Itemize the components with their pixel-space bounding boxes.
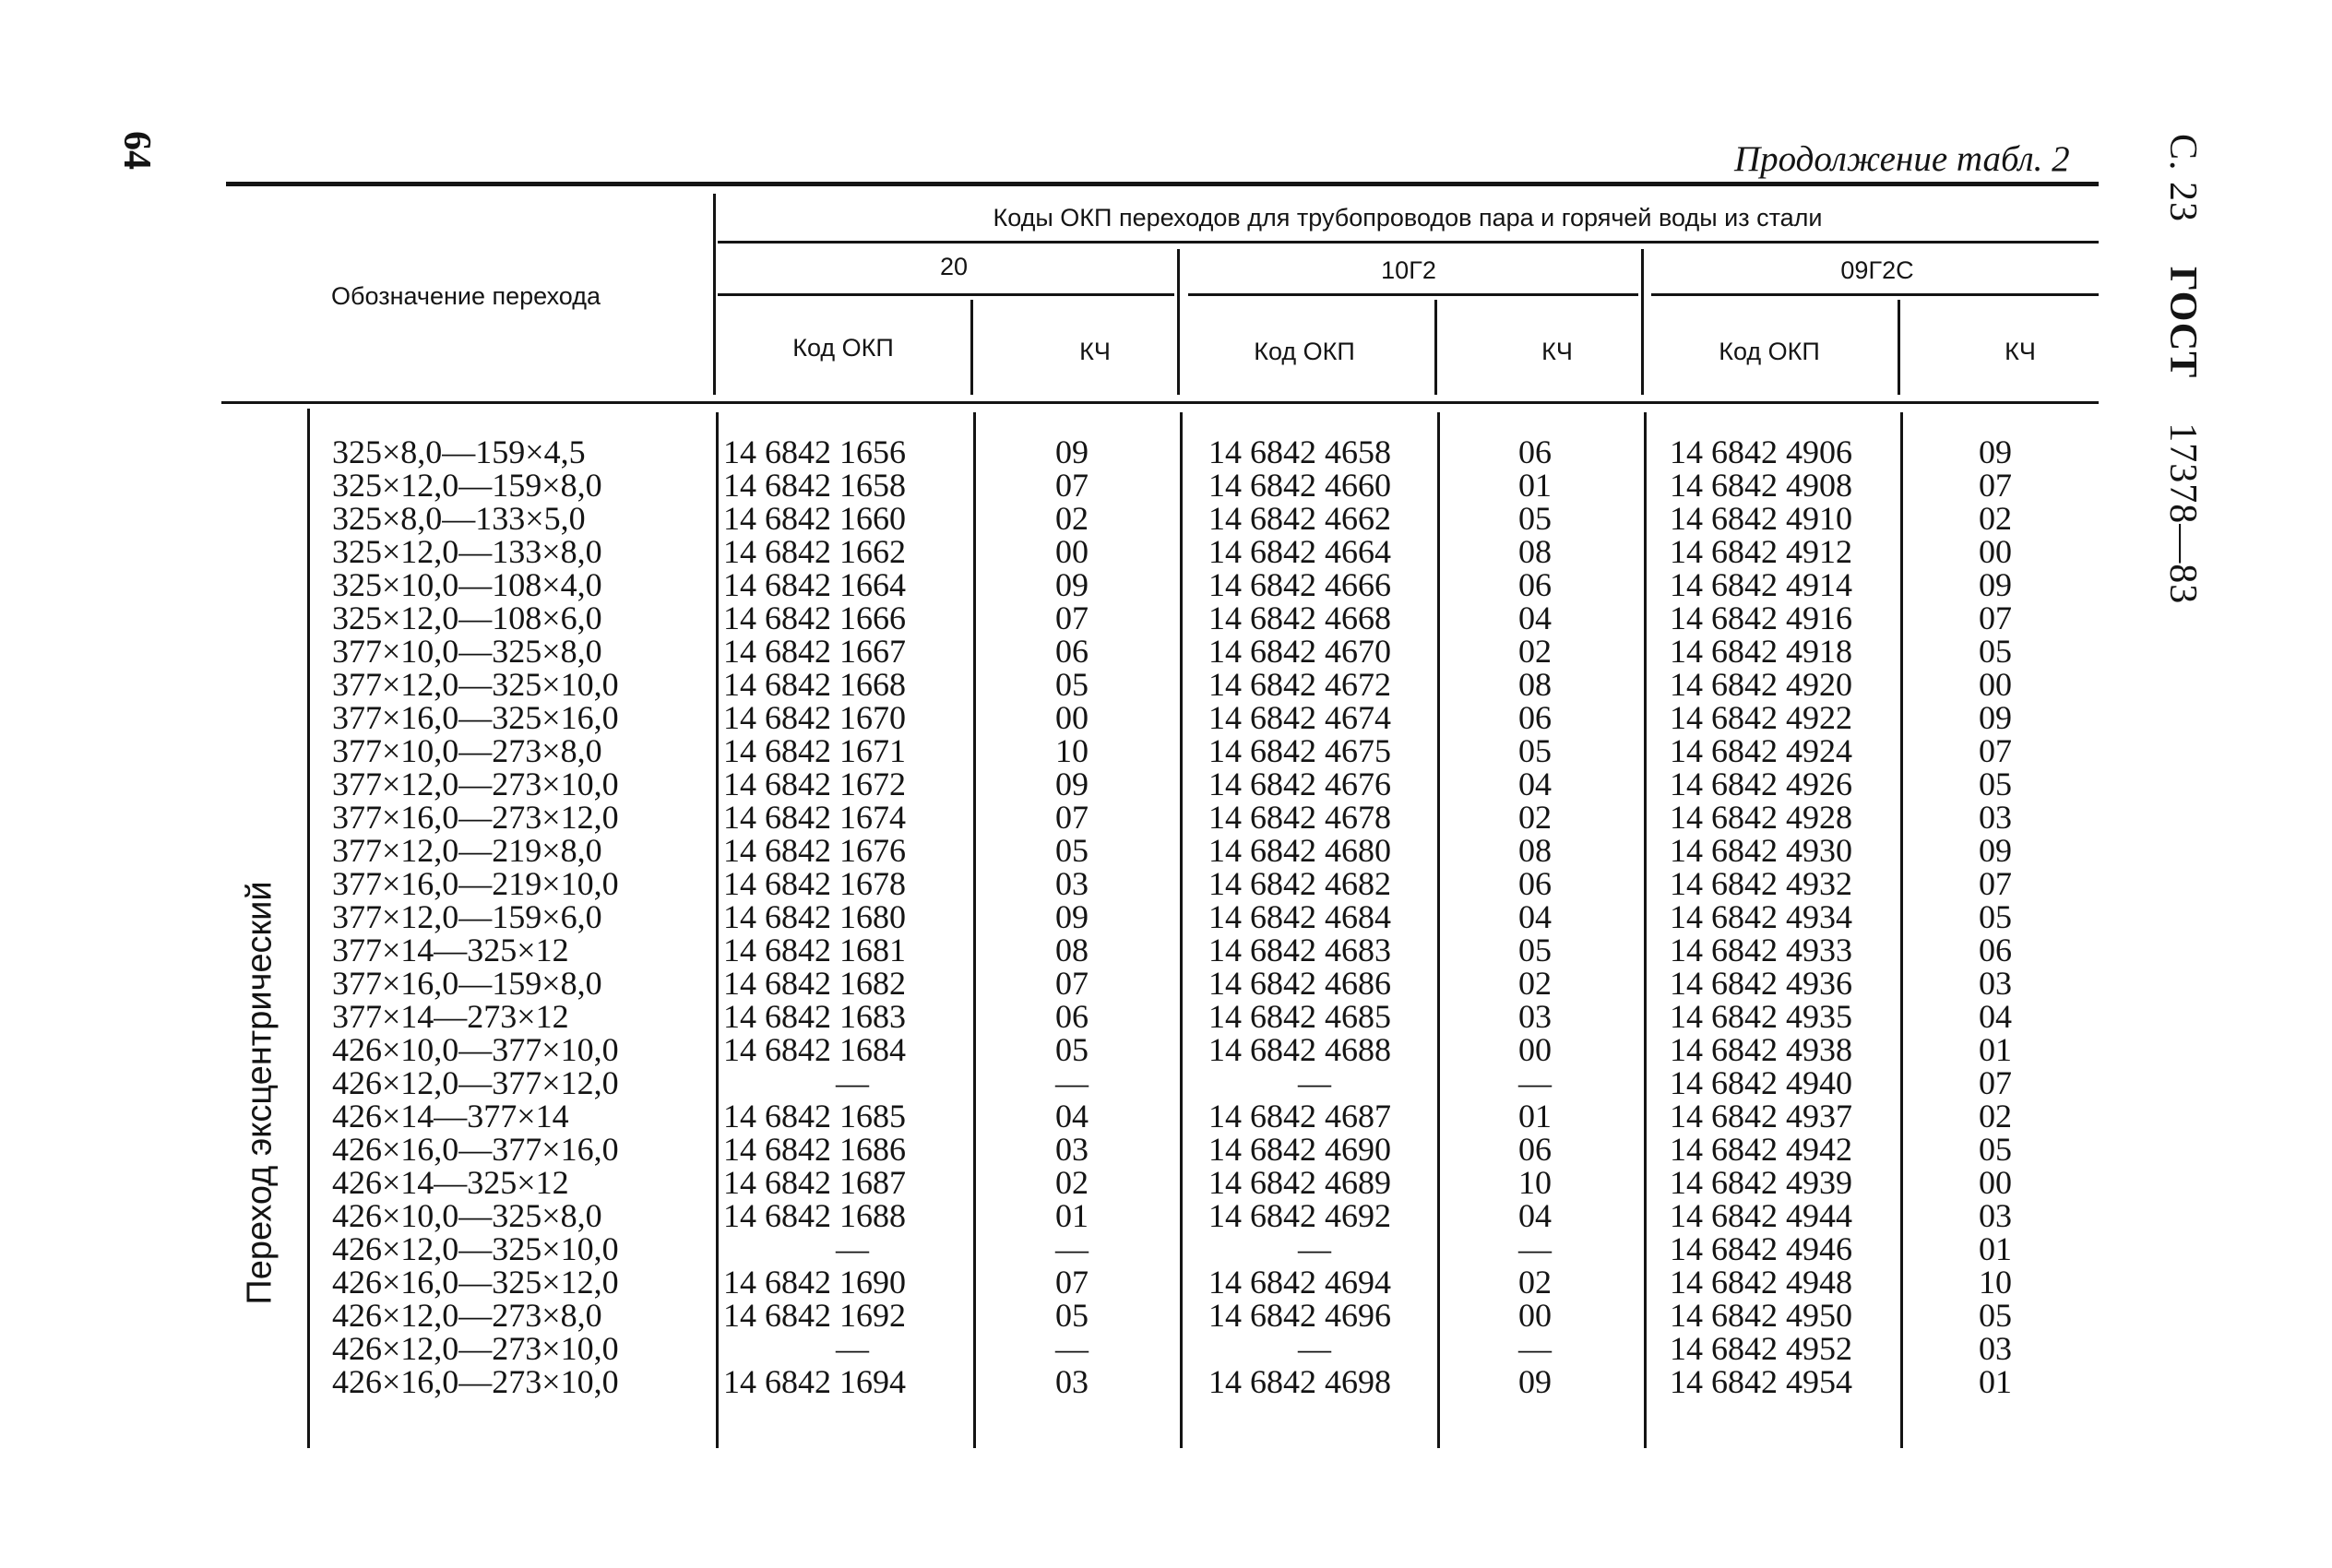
code-09g2s-cell: 14 6842 4924 — [1670, 732, 1852, 769]
code-09g2s-cell: 14 6842 4922 — [1670, 699, 1852, 736]
code-10g2-cell: 14 6842 4696 — [1208, 1297, 1391, 1334]
steel-header-rule-1 — [718, 293, 1174, 296]
steel-header-rule-3 — [1651, 293, 2099, 296]
designation-cell: 377×12,0—273×10,0 — [332, 766, 619, 802]
code-20-cell: 14 6842 1687 — [723, 1164, 906, 1201]
table-row: 377×16,0—219×10,0 14 6842 1678 03 14 6842 4682 06 14 6842 4932 07 — [332, 865, 2012, 902]
group-header: Коды ОКП переходов для трубопроводов пара и горячей воды из стали — [993, 204, 1823, 232]
table-row: 426×16,0—377×16,0 14 6842 1686 03 14 6842 4690 06 14 6842 4942 05 — [332, 1131, 2012, 1168]
code-20-cell: 14 6842 1674 — [723, 799, 906, 836]
table-row: 325×8,0—133×5,0 14 6842 1660 02 14 6842 4662 05 14 6842 4910 02 — [332, 500, 2012, 537]
side-number: 17378—83 — [2161, 422, 2204, 605]
vrule-09g2s-kch-head — [1898, 300, 1900, 395]
vrule-10g2-head — [1177, 249, 1180, 395]
table-row: 377×12,0—325×10,0 14 6842 1668 05 14 6842 4672 08 14 6842 4920 00 — [332, 666, 2012, 703]
code-10g2-cell: 14 6842 4675 — [1208, 732, 1391, 769]
table-row: 377×14—325×12 14 6842 1681 08 14 6842 4683 05 14 6842 4933 06 — [332, 932, 2012, 968]
group-header-rule — [718, 241, 2099, 244]
table-row: 426×10,0—325×8,0 14 6842 1688 01 14 6842 4692 04 14 6842 4944 03 — [332, 1197, 2012, 1234]
code-09g2s-cell: 14 6842 4926 — [1670, 766, 1852, 802]
steel-09g2s-header: 09Г2С — [1840, 256, 1914, 284]
code-20-cell: 14 6842 1688 — [723, 1197, 906, 1234]
table-row: 377×14—273×12 14 6842 1683 06 14 6842 4685 03 14 6842 4935 04 — [332, 998, 2012, 1035]
code-09g2s-cell: 14 6842 4910 — [1670, 500, 1852, 537]
code-10g2-cell: 14 6842 4658 — [1208, 434, 1391, 470]
designation-cell: 325×8,0—133×5,0 — [332, 500, 586, 537]
code-09g2s-cell: 14 6842 4944 — [1670, 1197, 1852, 1234]
designation-cell: 426×12,0—377×12,0 — [332, 1064, 619, 1101]
designation-cell: 426×12,0—273×8,0 — [332, 1297, 602, 1334]
code-20-cell: 14 6842 1668 — [723, 666, 906, 703]
code-20-cell: 14 6842 1678 — [723, 865, 906, 902]
code-20-cell: 14 6842 1694 — [723, 1363, 906, 1400]
designation-cell: 426×12,0—273×10,0 — [332, 1330, 619, 1367]
code-10g2-cell: 14 6842 4686 — [1208, 965, 1391, 1002]
code-09g2s-cell: 14 6842 4906 — [1670, 434, 1852, 470]
designation-cell: 325×8,0—159×4,5 — [332, 434, 586, 470]
designation-cell: 426×16,0—273×10,0 — [332, 1363, 619, 1400]
designation-cell: 426×14—325×12 — [332, 1164, 569, 1201]
code-20-cell: 14 6842 1690 — [723, 1264, 906, 1301]
steel-header-rule-2 — [1188, 293, 1638, 296]
code-20-cell: 14 6842 1683 — [723, 998, 906, 1035]
table-row: 377×16,0—325×16,0 14 6842 1670 00 14 6842 4674 06 14 6842 4922 09 — [332, 699, 2012, 736]
designation-cell: 377×16,0—219×10,0 — [332, 865, 619, 902]
table-row: 325×10,0—108×4,0 14 6842 1664 09 14 6842 4666 06 14 6842 4914 09 — [332, 566, 2012, 603]
code-10g2-cell: 14 6842 4672 — [1208, 666, 1391, 703]
code-09g2s-cell: 14 6842 4938 — [1670, 1031, 1852, 1068]
vrule-09g2s-head — [1641, 249, 1644, 395]
designation-cell: 377×14—325×12 — [332, 932, 569, 968]
row-group-label: Переход эксцентрический — [240, 881, 280, 1305]
code-20-cell: 14 6842 1671 — [723, 732, 906, 769]
code-10g2-cell: 14 6842 4678 — [1208, 799, 1391, 836]
code-09g2s-cell: 14 6842 4912 — [1670, 533, 1852, 570]
table-row: 377×10,0—273×8,0 14 6842 1671 10 14 6842 4675 05 14 6842 4924 07 — [332, 732, 2012, 769]
designation-cell: 377×10,0—325×8,0 — [332, 633, 602, 670]
table-row: 426×10,0—377×10,0 14 6842 1684 05 14 6842 4688 00 14 6842 4938 01 — [332, 1031, 2012, 1068]
code-10g2-cell: 14 6842 4689 — [1208, 1164, 1391, 1201]
code-20-cell: 14 6842 1672 — [723, 766, 906, 802]
table-row: 426×16,0—273×10,0 14 6842 1694 03 14 6842 4698 09 14 6842 4954 01 — [332, 1363, 2012, 1400]
code-10g2-cell: 14 6842 4683 — [1208, 932, 1391, 968]
table-row: 426×14—377×14 14 6842 1685 04 14 6842 4687 01 14 6842 4937 02 — [332, 1098, 2012, 1134]
code-09g2s-cell: 14 6842 4918 — [1670, 633, 1852, 670]
code-10g2-cell: 14 6842 4668 — [1208, 600, 1391, 636]
kch-header-20: КЧ — [1079, 338, 1111, 365]
designation-cell: 377×12,0—325×10,0 — [332, 666, 619, 703]
table-row: 426×12,0—325×10,0 — — — — 14 6842 4946 01 — [332, 1230, 2012, 1267]
code-09g2s-cell: 14 6842 4937 — [1670, 1098, 1852, 1134]
designation-cell: 426×16,0—377×16,0 — [332, 1131, 619, 1168]
code-20-cell: 14 6842 1682 — [723, 965, 906, 1002]
designation-cell: 377×12,0—219×8,0 — [332, 832, 602, 869]
designation-cell: 426×10,0—377×10,0 — [332, 1031, 619, 1068]
table-row: 426×14—325×12 14 6842 1687 02 14 6842 4689 10 14 6842 4939 00 — [332, 1164, 2012, 1201]
code-09g2s-cell: 14 6842 4914 — [1670, 566, 1852, 603]
code-10g2-cell: 14 6842 4684 — [1208, 898, 1391, 935]
code-09g2s-cell: 14 6842 4950 — [1670, 1297, 1852, 1334]
code-10g2-cell: 14 6842 4666 — [1208, 566, 1391, 603]
code-20-cell: 14 6842 1685 — [723, 1098, 906, 1134]
table-row: 426×12,0—273×10,0 — — — — 14 6842 4952 03 — [332, 1330, 2012, 1367]
designation-cell: 325×12,0—133×8,0 — [332, 533, 602, 570]
code-20-cell: 14 6842 1686 — [723, 1131, 906, 1168]
code-09g2s-cell: 14 6842 4928 — [1670, 799, 1852, 836]
code-20-cell: 14 6842 1681 — [723, 932, 906, 968]
code-09g2s-cell: 14 6842 4936 — [1670, 965, 1852, 1002]
designation-cell: 377×16,0—273×12,0 — [332, 799, 619, 836]
code-20-cell: 14 6842 1664 — [723, 566, 906, 603]
designation-cell: 377×10,0—273×8,0 — [332, 732, 602, 769]
side-page: С. 23 — [2161, 134, 2204, 223]
designation-cell: 426×14—377×14 — [332, 1098, 569, 1134]
code-10g2-cell: 14 6842 4664 — [1208, 533, 1391, 570]
table-row: 325×12,0—108×6,0 14 6842 1666 07 14 6842 4668 04 14 6842 4916 07 — [332, 600, 2012, 636]
code-10g2-cell: 14 6842 4680 — [1208, 832, 1391, 869]
code-09g2s-cell: 14 6842 4916 — [1670, 600, 1852, 636]
code-10g2-cell: 14 6842 4692 — [1208, 1197, 1391, 1234]
table-row: 325×12,0—159×8,0 14 6842 1658 07 14 6842 4660 01 14 6842 4908 07 — [332, 467, 2012, 504]
code-10g2-cell: 14 6842 4682 — [1208, 865, 1391, 902]
code-09g2s-cell: 14 6842 4954 — [1670, 1363, 1852, 1400]
code-10g2-cell: 14 6842 4698 — [1208, 1363, 1391, 1400]
code-09g2s-cell: 14 6842 4933 — [1670, 932, 1852, 968]
code-20-cell: 14 6842 1676 — [723, 832, 906, 869]
code-10g2-cell: 14 6842 4660 — [1208, 467, 1391, 504]
designation-cell: 325×12,0—108×6,0 — [332, 600, 602, 636]
designation-cell: 426×16,0—325×12,0 — [332, 1264, 619, 1301]
designation-cell: 325×12,0—159×8,0 — [332, 467, 602, 504]
code-09g2s-cell: 14 6842 4946 — [1670, 1230, 1852, 1267]
table-row: 426×12,0—273×8,0 14 6842 1692 05 14 6842 4696 00 14 6842 4950 05 — [332, 1297, 2012, 1334]
code-header-10g2: Код ОКП — [1254, 338, 1355, 365]
code-10g2-cell: 14 6842 4662 — [1208, 500, 1391, 537]
code-10g2-cell: 14 6842 4688 — [1208, 1031, 1391, 1068]
code-09g2s-cell: 14 6842 4930 — [1670, 832, 1852, 869]
code-10g2-cell: 14 6842 4676 — [1208, 766, 1391, 802]
table-row: 426×16,0—325×12,0 14 6842 1690 07 14 6842 4694 02 14 6842 4948 10 — [332, 1264, 2012, 1301]
table-row: 377×12,0—273×10,0 14 6842 1672 09 14 6842 4676 04 14 6842 4926 05 — [332, 766, 2012, 802]
code-09g2s-cell: 14 6842 4939 — [1670, 1164, 1852, 1201]
code-10g2-cell: 14 6842 4674 — [1208, 699, 1391, 736]
vrule-10g2-kch-head — [1434, 300, 1437, 395]
code-header-09g2s: Код ОКП — [1719, 338, 1820, 365]
code-09g2s-cell: 14 6842 4934 — [1670, 898, 1852, 935]
code-09g2s-cell: 14 6842 4920 — [1670, 666, 1852, 703]
kch-header-10g2: КЧ — [1541, 338, 1573, 365]
table-row: 377×12,0—219×8,0 14 6842 1676 05 14 6842 4680 08 14 6842 4930 09 — [332, 832, 2012, 869]
code-09g2s-cell: 14 6842 4942 — [1670, 1131, 1852, 1168]
table-row: 426×12,0—377×12,0 — — — — 14 6842 4940 07 — [332, 1064, 2012, 1101]
code-20-cell: 14 6842 1656 — [723, 434, 906, 470]
table-row: 325×8,0—159×4,5 14 6842 1656 09 14 6842 4658 06 14 6842 4906 09 — [332, 434, 2012, 470]
code-09g2s-cell: 14 6842 4932 — [1670, 865, 1852, 902]
code-10g2-cell: 14 6842 4687 — [1208, 1098, 1391, 1134]
code-20-cell: 14 6842 1660 — [723, 500, 906, 537]
kch-header-09g2s: КЧ — [2005, 338, 2036, 365]
code-20-cell: 14 6842 1692 — [723, 1297, 906, 1334]
code-20-cell: 14 6842 1666 — [723, 600, 906, 636]
code-10g2-cell: 14 6842 4690 — [1208, 1131, 1391, 1168]
table-top-rule — [226, 182, 2099, 186]
code-09g2s-cell: 14 6842 4940 — [1670, 1064, 1852, 1101]
designation-cell: 426×10,0—325×8,0 — [332, 1197, 602, 1234]
table-row: 377×12,0—159×6,0 14 6842 1680 09 14 6842 4684 04 14 6842 4934 05 — [332, 898, 2012, 935]
code-20-cell: 14 6842 1658 — [723, 467, 906, 504]
code-20-cell: 14 6842 1667 — [723, 633, 906, 670]
designation-cell: 377×16,0—159×8,0 — [332, 965, 602, 1002]
designation-cell: 377×12,0—159×6,0 — [332, 898, 602, 935]
code-10g2-cell: 14 6842 4694 — [1208, 1264, 1391, 1301]
table-row: 377×10,0—325×8,0 14 6842 1667 06 14 6842 4670 02 14 6842 4918 05 — [332, 633, 2012, 670]
vrule-designation — [713, 194, 716, 395]
code-10g2-cell: 14 6842 4670 — [1208, 633, 1391, 670]
vrule-20-kch-head — [970, 300, 973, 395]
table-row: 325×12,0—133×8,0 14 6842 1662 00 14 6842 4664 08 14 6842 4912 00 — [332, 533, 2012, 570]
designation-cell: 377×16,0—325×16,0 — [332, 699, 619, 736]
steel-10g2-header: 10Г2 — [1381, 256, 1436, 284]
code-09g2s-cell: 14 6842 4948 — [1670, 1264, 1852, 1301]
code-09g2s-cell: 14 6842 4935 — [1670, 998, 1852, 1035]
table-row: 377×16,0—159×8,0 14 6842 1682 07 14 6842 4686 02 14 6842 4936 03 — [332, 965, 2012, 1002]
designation-header: Обозначение перехода — [331, 282, 601, 310]
code-10g2-cell: 14 6842 4685 — [1208, 998, 1391, 1035]
code-20-cell: 14 6842 1684 — [723, 1031, 906, 1068]
designation-cell: 426×12,0—325×10,0 — [332, 1230, 619, 1267]
code-09g2s-cell: 14 6842 4908 — [1670, 467, 1852, 504]
code-20-cell: 14 6842 1662 — [723, 533, 906, 570]
side-standard: ГОСТ — [2161, 267, 2204, 379]
table-row: 377×16,0—273×12,0 14 6842 1674 07 14 6842 4678 02 14 6842 4928 03 — [332, 799, 2012, 836]
code-20-cell: 14 6842 1680 — [723, 898, 906, 935]
code-09g2s-cell: 14 6842 4952 — [1670, 1330, 1852, 1367]
code-header-20: Код ОКП — [792, 334, 894, 362]
code-20-cell: 14 6842 1670 — [723, 699, 906, 736]
steel-20-header: 20 — [939, 253, 969, 280]
header-bottom-rule — [221, 401, 2099, 404]
designation-cell: 325×10,0—108×4,0 — [332, 566, 602, 603]
designation-cell: 377×14—273×12 — [332, 998, 569, 1035]
page-number: 64 — [115, 131, 158, 170]
continuation-label: Продолжение табл. 2 — [1734, 139, 2070, 179]
